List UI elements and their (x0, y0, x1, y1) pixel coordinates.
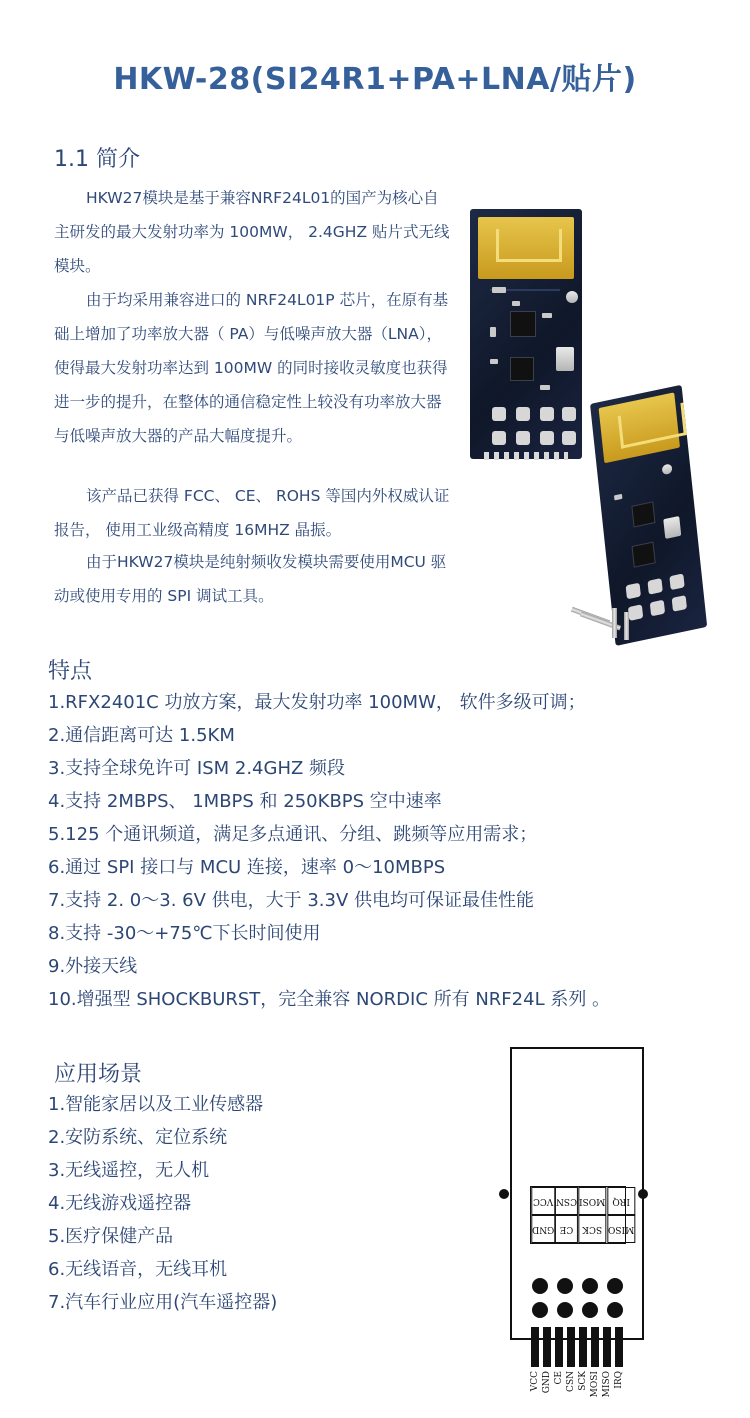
edge-pin-label: IRQ (614, 1371, 624, 1389)
edge-pin (579, 1327, 587, 1367)
application-item: 3.无线遥控，无人机 (48, 1160, 210, 1181)
features-list (48, 686, 610, 1016)
feature-item: 6.通过 SPI 接口与 MCU 连接，速率 0～10MBPS (48, 857, 446, 878)
pin-cell: CE (555, 1215, 578, 1243)
edge-pin (555, 1327, 563, 1367)
applications-list (48, 1088, 277, 1319)
antenna-connector (566, 291, 578, 303)
application-item: 2.安防系统、定位系统 (48, 1127, 228, 1148)
edge-pin (531, 1327, 539, 1367)
edge-pin-label: CE (554, 1371, 564, 1385)
pin-hole (532, 1278, 548, 1294)
pin-hole (557, 1302, 573, 1318)
edge-pin-label: VCC (530, 1371, 540, 1392)
mounting-dot-right (638, 1189, 648, 1199)
pin-hole (557, 1278, 573, 1294)
edge-pin-label: GND (542, 1371, 552, 1394)
intro-paragraph-3: 该产品已获得 FCC、 CE、 ROHS 等国内外权威认证报告， 使用工业级高精度 16MHZ 晶振。 (54, 487, 450, 539)
pcb-antenna-angled (599, 392, 680, 463)
pin-cell: SCK (578, 1215, 606, 1243)
feature-item: 10.增强型 SHOCKBURST，完全兼容 NORDIC 所有 NRF24L 系列 。 (48, 989, 611, 1010)
pin-cell: GND (531, 1215, 555, 1243)
intro-paragraph-2: 由于均采用兼容进口的 NRF24L01P 芯片，在原有基础上增加了功率放大器（ PA）与低噪声放大器（LNA），使得最大发射功率达到 100MW 的同时接收灵敏度也获得进一步的提升，在整体的通信稳定性上较没有功率放大器与低噪声放大器的产品大幅度提升。 (54, 291, 449, 445)
edge-pin (567, 1327, 575, 1367)
intro-heading: 1.1 简介 (54, 147, 140, 172)
feature-item: 9.外接天线 (48, 956, 138, 977)
application-item: 6.无线语音，无线耳机 (48, 1259, 228, 1280)
intro-paragraph-1: HKW27模块是基于兼容NRF24L01的国产为核心自主研发的最大发射功率为 100MW， 2.4GHZ 贴片式无线模块。 (54, 189, 450, 275)
pin-cell: MISO (607, 1215, 635, 1243)
application-item: 4.无线游戏遥控器 (48, 1193, 192, 1214)
pin-hole (607, 1302, 623, 1318)
edge-contacts (484, 452, 568, 460)
pin-header-grid (530, 1186, 634, 1244)
application-item: 1.智能家居以及工业传感器 (48, 1094, 264, 1115)
pin-hole (582, 1278, 598, 1294)
pin-hole (607, 1278, 623, 1294)
module-photo-angled (590, 385, 707, 646)
crystal-oscillator (556, 347, 574, 371)
pin-cell: MOSI (578, 1187, 606, 1215)
intro-paragraph-4: 由于HKW27模块是纯射频收发模块需要使用MCU 驱动或使用专用的 SPI 调试工具。 (54, 553, 447, 605)
edge-pin-label: CSN (566, 1371, 576, 1392)
feature-item: 7.支持 2. 0～3. 6V 供电，大于 3.3V 供电均可保证最佳性能 (48, 890, 535, 911)
feature-item: 3.支持全球免许可 ISM 2.4GHZ 频段 (48, 758, 346, 779)
edge-pin (591, 1327, 599, 1367)
pin-cell: IRQ (607, 1187, 635, 1215)
pin-cell: VCC (531, 1187, 555, 1215)
edge-pin-label: MISO (602, 1371, 612, 1398)
applications-heading: 应用场景 (54, 1062, 143, 1087)
mounting-dot-left (499, 1189, 509, 1199)
edge-pin-label: SCK (578, 1371, 588, 1391)
rf-chip (510, 311, 536, 337)
feature-item: 1.RFX2401C 功放方案，最大发射功率 100MW， 软件多级可调； (48, 692, 586, 713)
feature-item: 2.通信距离可达 1.5KM (48, 725, 235, 746)
edge-pin (615, 1327, 623, 1367)
feature-item: 4.支持 2MBPS、 1MBPS 和 250KBPS 空中速率 (48, 791, 442, 812)
pin-hole (532, 1302, 548, 1318)
application-item: 5.医疗保健产品 (48, 1226, 174, 1247)
module-photo-front (470, 209, 582, 459)
application-item: 7.汽车行业应用(汽车遥控器) (48, 1292, 278, 1313)
edge-pin-label: MOSI (590, 1371, 600, 1398)
pinout-diagram (500, 1040, 650, 1415)
page-title: HKW-28(SI24R1+PA+LNA/贴片) (113, 62, 637, 97)
features-heading: 特点 (48, 659, 93, 684)
pin-cell: CSN (555, 1187, 578, 1215)
edge-pin (603, 1327, 611, 1367)
pa-chip (510, 357, 534, 381)
feature-item: 5.125 个通讯频道，满足多点通讯、分组、跳频等应用需求； (48, 824, 538, 845)
edge-pin (543, 1327, 551, 1367)
feature-item: 8.支持 -30～+75℃下长时间使用 (48, 923, 321, 944)
pcb-antenna (478, 217, 574, 279)
pin-hole (582, 1302, 598, 1318)
